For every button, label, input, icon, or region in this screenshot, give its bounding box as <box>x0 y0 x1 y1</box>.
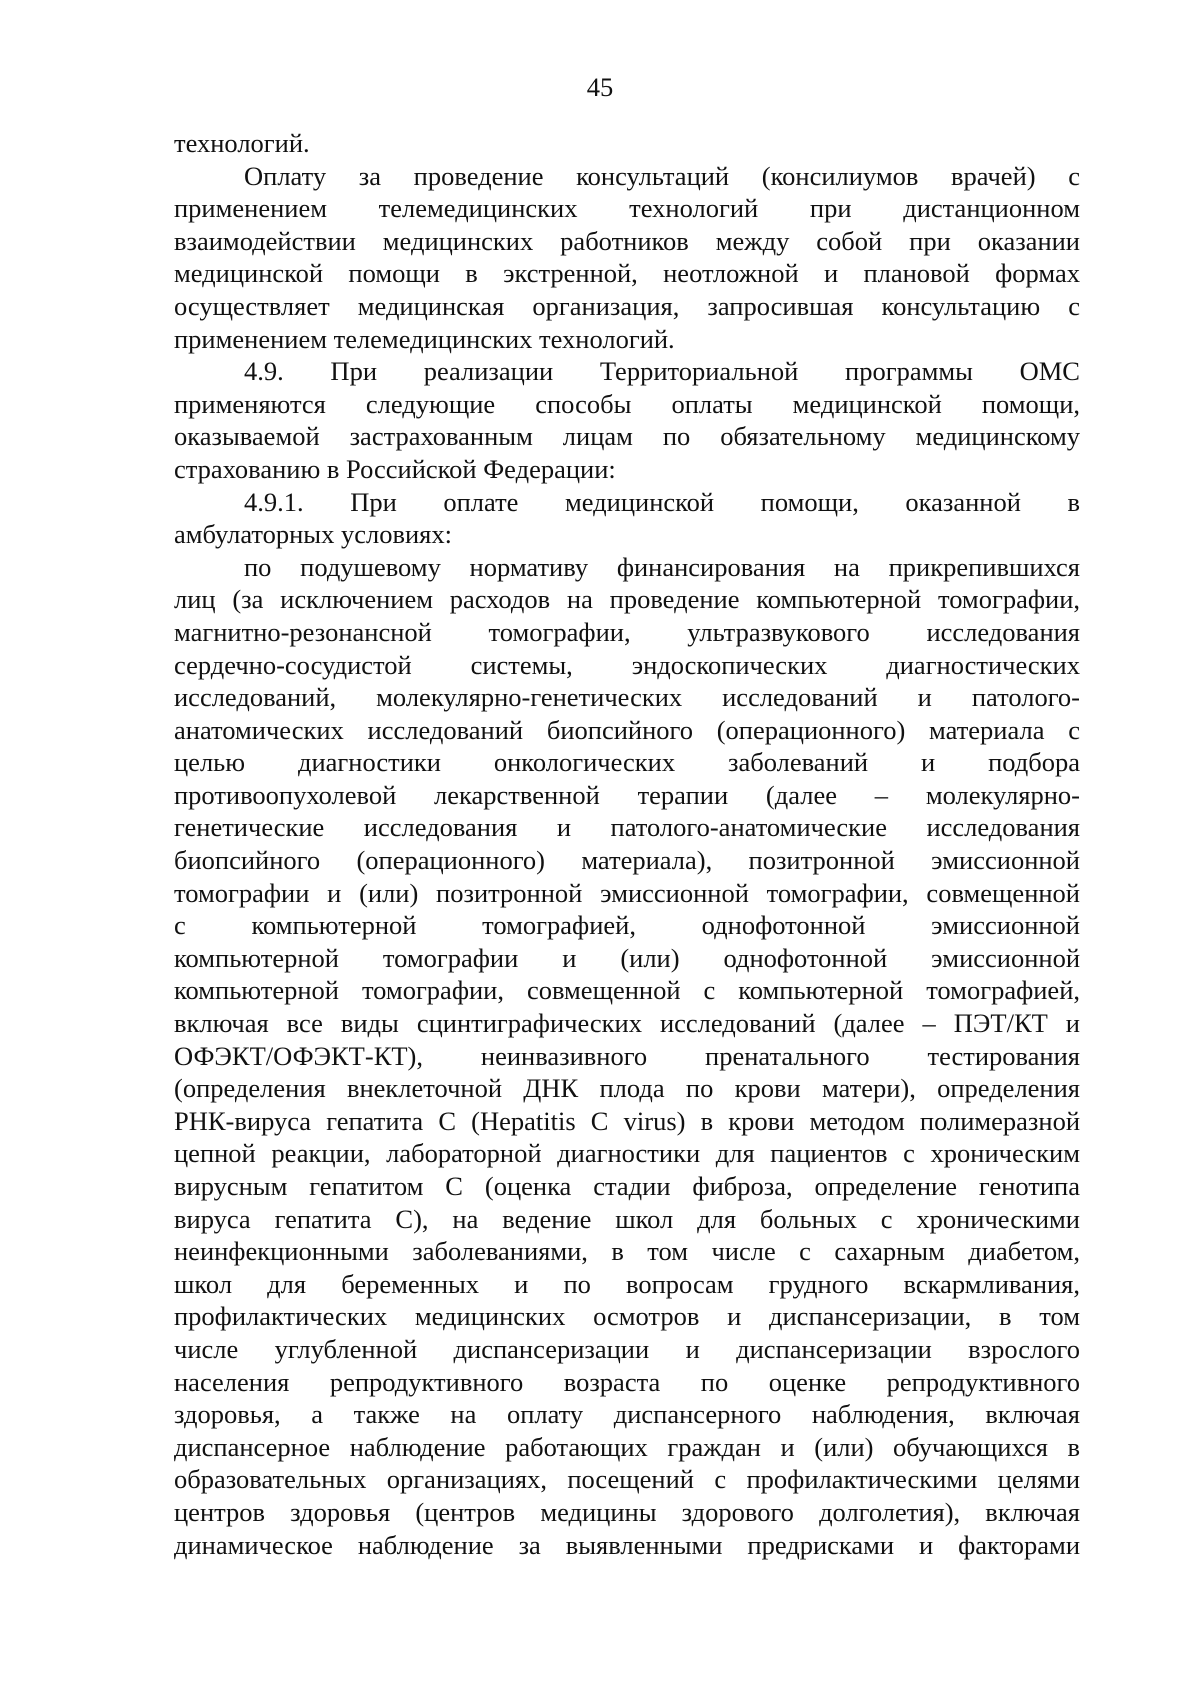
text-line: анатомических исследований биопсийного (операционного) материала с <box>174 714 1080 745</box>
text-line: генетические исследования и патолого-анатомические исследования <box>174 812 1080 843</box>
text-line: целью диагностики онкологических заболеваний и подбора <box>174 747 1080 778</box>
text-line: компьютерной томографии и (или) однофотонной эмиссионной <box>174 942 1080 973</box>
text-line: исследований, молекулярно-генетических исследований и патолого- <box>174 682 1080 713</box>
text-line: лиц (за исключением расходов на проведение компьютерной томографии, <box>174 584 1080 615</box>
text-line: диспансерное наблюдение работающих граждан и (или) обучающихся в <box>174 1431 1080 1462</box>
text-line: здоровья, а также на оплату диспансерного наблюдения, включая <box>174 1399 1080 1430</box>
text-line: оказываемой застрахованным лицам по обязательному медицинскому <box>174 421 1080 452</box>
text-line: профилактических медицинских осмотров и диспансеризации, в том <box>174 1301 1080 1332</box>
text-line: числе углубленной диспансеризации и диспансеризации взрослого <box>174 1333 1080 1364</box>
text-line: населения репродуктивного возраста по оценке репродуктивного <box>174 1366 1080 1397</box>
text-line: сердечно-сосудистой системы, эндоскопических диагностических <box>174 649 1080 680</box>
text-line: применением телемедицинских технологий. <box>174 323 675 354</box>
text-line: технологий. <box>174 128 310 158</box>
text-line: противоопухолевой лекарственной терапии (далее – молекулярно- <box>174 779 1080 810</box>
text-line: неинфекционными заболеваниями, в том числе с сахарным диабетом, <box>174 1236 1080 1267</box>
text-line: по подушевому нормативу финансирования на прикрепившихся <box>244 551 1080 582</box>
text-line: применяются следующие способы оплаты медицинской помощи, <box>174 388 1080 419</box>
text-line: 4.9.1. При оплате медицинской помощи, оказанной в <box>244 486 1080 517</box>
text-line: РНК-вируса гепатита С (Hepatitis C virus) в крови методом полимеразной <box>174 1105 1080 1136</box>
text-line: центров здоровья (центров медицины здорового долголетия), включая <box>174 1496 1080 1527</box>
text-line: школ для беременных и по вопросам грудного вскармливания, <box>174 1268 1080 1299</box>
text-line: образовательных организациях, посещений с профилактическими целями <box>174 1464 1080 1495</box>
text-line: томографии и (или) позитронной эмиссионной томографии, совмещенной <box>174 877 1080 908</box>
text-line: биопсийного (операционного) материала), позитронной эмиссионной <box>174 845 1080 876</box>
text-line: взаимодействии медицинских работников между собой при оказании <box>174 225 1080 256</box>
text-line: вируса гепатита С), на ведение школ для больных с хроническими <box>174 1203 1080 1234</box>
text-line: (определения внеклеточной ДНК плода по крови матери), определения <box>174 1073 1080 1104</box>
text-line: цепной реакции, лабораторной диагностики для пациентов с хроническим <box>174 1138 1080 1169</box>
text-line: амбулаторных условиях: <box>174 519 452 550</box>
body-text <box>174 127 1080 1561</box>
text-line: страхованию в Российской Федерации: <box>174 453 616 484</box>
text-line: Оплату за проведение консультаций (консилиумов врачей) с <box>244 160 1080 191</box>
page-number: 45 <box>586 72 614 102</box>
text-line: медицинской помощи в экстренной, неотложной и плановой формах <box>174 258 1080 289</box>
text-line: магнитно-резонансной томографии, ультразвукового исследования <box>174 616 1080 647</box>
text-line: динамическое наблюдение за выявленными предрисками и факторами <box>174 1529 1080 1560</box>
text-line: осуществляет медицинская организация, запросившая консультацию с <box>174 290 1080 321</box>
text-line: 4.9. При реализации Территориальной программы ОМС <box>244 356 1080 387</box>
text-line: компьютерной томографии, совмещенной с компьютерной томографией, <box>174 975 1080 1006</box>
text-line: вирусным гепатитом С (оценка стадии фиброза, определение генотипа <box>174 1171 1080 1201</box>
text-line: с компьютерной томографией, однофотонной эмиссионной <box>174 910 1080 941</box>
text-line: включая все виды сцинтиграфических исследований (далее – ПЭТ/КТ и <box>174 1008 1080 1039</box>
text-line: применением телемедицинских технологий при дистанционном <box>174 193 1080 224</box>
text-line: ОФЭКТ/ОФЭКТ-КТ), неинвазивного пренатального тестирования <box>174 1040 1080 1071</box>
